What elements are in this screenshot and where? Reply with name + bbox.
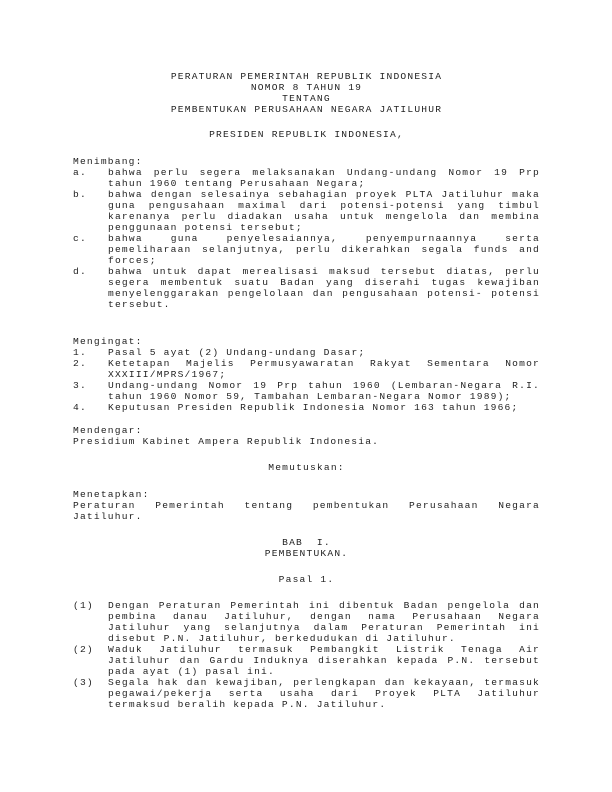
line: bahwa dengan selesainya sebahagian proyek PLTA Jatiluhur maka <box>108 189 540 200</box>
line: pegawai/pekerja serta usaha dari Proyek PLTA Jatiluhur <box>108 688 540 699</box>
president-heading: PRESIDEN REPUBLIK INDONESIA, <box>209 129 404 140</box>
pasal-heading: Pasal 1. <box>278 574 335 585</box>
line: Keputusan Presiden Republik Indonesia Nomor 163 tahun 1966; <box>108 402 519 413</box>
section-text: Presidium Kabinet Ampera Republik Indonesia. <box>73 436 380 447</box>
line: forces; <box>108 255 157 266</box>
list-item <box>73 358 540 380</box>
section-label: Menimbang: <box>73 156 143 167</box>
list-marker: (2) <box>73 644 94 655</box>
line: karenanya perlu diadakan usaha untuk mengelola dan membina <box>108 211 540 222</box>
list-item <box>73 189 540 233</box>
pasal-section <box>73 600 540 710</box>
list-marker: 2. <box>73 358 87 369</box>
list-marker: a. <box>73 167 87 178</box>
list-item <box>73 677 540 710</box>
line: bahwa guna penyelesaiannya, penyempurnaannya serta <box>108 233 540 244</box>
line: Ketetapan Majelis Permusyawaratan Rakyat Sementara Nomor <box>108 358 540 369</box>
menimbang-section <box>73 156 540 310</box>
memutuskan-heading: Memutuskan: <box>268 462 345 473</box>
line: Peraturan Pemerintah tentang pembentukan Perusahaan Negara <box>73 500 540 511</box>
line: Segala hak dan kewajiban, perlengkapan dan kekayaan, termasuk <box>108 677 540 688</box>
list-item <box>73 402 540 413</box>
line: Dengan Peraturan Pemerintah ini dibentuk Badan pengelola dan <box>108 600 540 611</box>
line: tersebut. <box>108 299 171 310</box>
line: segera membentuk suatu Badan yang diserahi tugas kewajiban <box>108 277 540 288</box>
line: guna pengusahaan maximal dari potensi-potensi yang timbul <box>108 200 540 211</box>
list-item <box>73 266 540 310</box>
list-marker: (3) <box>73 677 94 688</box>
line: pemeliharaan selanjutnya, perlu dikerahkan segala funds and <box>108 244 540 255</box>
list-marker: (1) <box>73 600 94 611</box>
mengingat-section <box>73 336 540 413</box>
section-label: Mendengar: <box>73 425 143 436</box>
line: Pasal 5 ayat (2) Undang-undang Dasar; <box>108 347 366 358</box>
line: Jatiluhur dan Gardu Induknya diserahkan kepada P.N. tersebut <box>108 655 540 666</box>
list-marker: d. <box>73 266 87 277</box>
line: Undang-undang Nomor 19 Prp tahun 1960 (Lembaran-Negara R.I. <box>108 380 540 391</box>
line: pembina danau Jatiluhur, dengan nama Perusahaan Negara <box>108 611 540 622</box>
line: penggunaan potensi tersebut; <box>108 222 303 233</box>
line: Waduk Jatiluhur termasuk Pembangkit Listrik Tenaga Air <box>108 644 540 655</box>
list-marker: 4. <box>73 402 87 413</box>
section-label: Mengingat: <box>73 336 143 347</box>
line: bahwa untuk dapat merealisasi maksud tersebut diatas, perlu <box>108 266 540 277</box>
line: disebut P.N. Jatiluhur, berkedudukan di Jatiluhur. <box>108 633 456 644</box>
line: tahun 1960 tentang Perusahaan Negara; <box>108 178 366 189</box>
list-item <box>73 380 540 402</box>
line: menyelenggarakan pengelolaan dan pengusahaan potensi- potensi <box>108 288 540 299</box>
section-label: Menetapkan: <box>73 489 150 500</box>
line: pada ayat (1) pasal ini. <box>108 666 275 677</box>
line: bahwa perlu segera melaksanakan Undang-undang Nomor 19 Prp <box>108 167 540 178</box>
title-line: TENTANG <box>282 93 331 104</box>
bab-title: BAB I. <box>282 537 331 548</box>
list-marker: c. <box>73 233 87 244</box>
list-item <box>73 167 540 189</box>
list-marker: 1. <box>73 347 87 358</box>
bab-heading <box>73 537 540 559</box>
title-line: NOMOR 8 TAHUN 19 <box>250 82 363 93</box>
line: Jatiluhur yang selanjutnya dalam Peraturan Pemerintah ini <box>108 622 540 633</box>
list-marker: b. <box>73 189 87 200</box>
line: termaksud beralih kepada P.N. Jatiluhur. <box>108 699 387 710</box>
list-item <box>73 233 540 266</box>
document-title <box>73 71 540 115</box>
line: XXXIII/MPRS/1967; <box>108 369 227 380</box>
list-item <box>73 347 540 358</box>
mendengar-section <box>73 425 540 447</box>
list-item <box>73 600 540 644</box>
title-line: PEMBENTUKAN PERUSAHAAN NEGARA JATILUHUR <box>170 104 443 115</box>
bab-subtitle: PEMBENTUKAN. <box>264 548 349 559</box>
list-marker: 3. <box>73 380 87 391</box>
line: Jatiluhur. <box>73 511 143 522</box>
title-line: PERATURAN PEMERINTAH REPUBLIK INDONESIA <box>170 71 443 82</box>
menetapkan-section <box>73 489 540 522</box>
list-item <box>73 644 540 677</box>
line: tahun 1960 Nomor 59, Tambahan Lembaran-Negara Nomor 1989); <box>108 391 512 402</box>
